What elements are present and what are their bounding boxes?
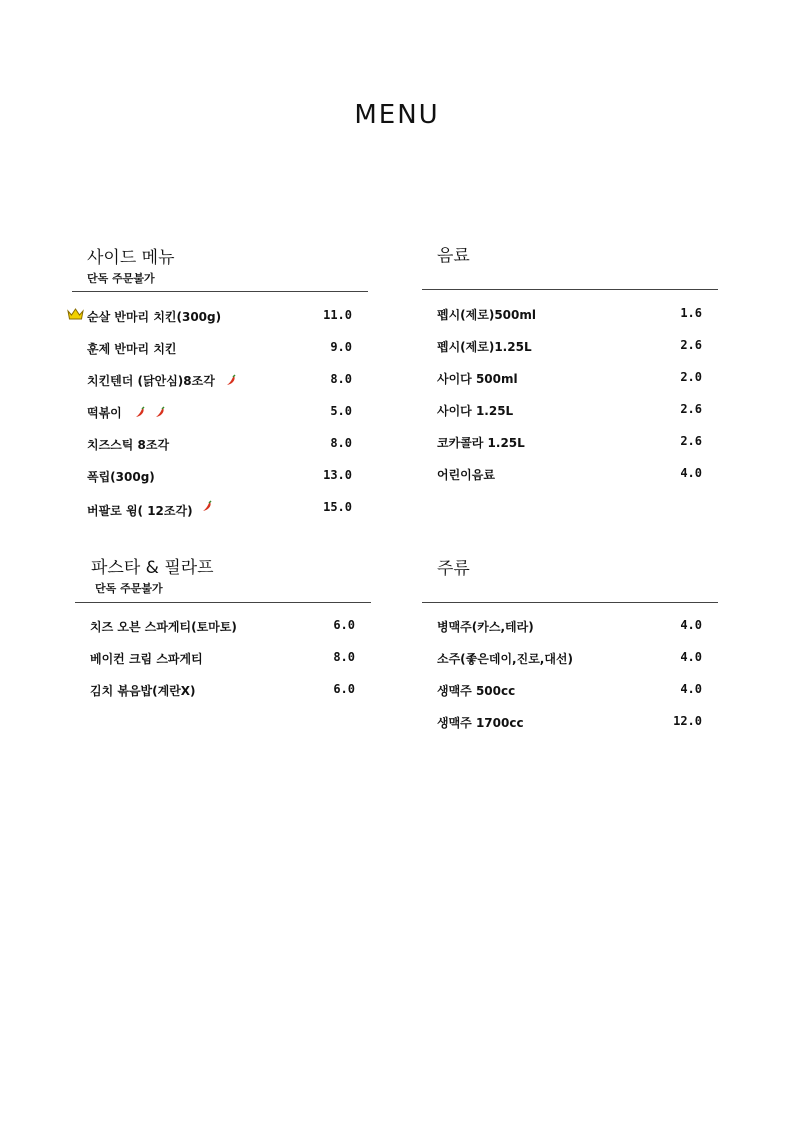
side-item-name: 훈제 반마리 치킨	[87, 342, 177, 356]
side-item	[87, 340, 352, 360]
drink-item-name: 펩시(제로)1.25L	[437, 340, 532, 354]
side-item-price: 9.0	[330, 340, 352, 354]
liquor-item-price: 4.0	[680, 650, 702, 664]
pasta-item-name: 김치 볶음밥(계란X)	[90, 684, 196, 698]
pasta-item	[90, 650, 355, 670]
chili-pepper-icon	[134, 406, 146, 421]
liquor-item	[437, 682, 702, 702]
side-item-name: 치즈스틱 8조각	[87, 438, 170, 452]
pasta-item-price: 8.0	[333, 650, 355, 664]
drinks-heading: 음료	[437, 246, 470, 266]
liquor-item-price: 4.0	[680, 682, 702, 696]
pasta-item-name: 치즈 오븐 스파게티(토마토)	[90, 620, 237, 634]
side-item-price: 15.0	[323, 500, 352, 514]
side-item	[87, 468, 352, 488]
liquor-item	[437, 714, 702, 734]
side-item-name: 치킨텐더 (닭안심)8조각	[87, 374, 215, 388]
side-item-name: 떡볶이	[87, 406, 122, 420]
side-item	[87, 436, 352, 456]
drink-item-price: 2.6	[680, 402, 702, 416]
side-menu-heading: 사이드 메뉴	[87, 248, 175, 268]
drink-item-name: 펩시(제로)500ml	[437, 308, 537, 322]
side-item-price: 13.0	[323, 468, 352, 482]
pasta-item-name: 베이컨 크림 스파게티	[90, 652, 203, 666]
drink-item-price: 2.0	[680, 370, 702, 384]
crown-icon	[67, 308, 84, 323]
drink-item-name: 사이다 500ml	[437, 372, 518, 386]
drink-item-price: 1.6	[680, 306, 702, 320]
drink-item	[437, 370, 702, 390]
drink-item-name: 코카콜라 1.25L	[437, 436, 525, 450]
drink-item-name: 어린이음료	[437, 468, 495, 482]
pasta-item-price: 6.0	[333, 618, 355, 632]
pasta-item	[90, 682, 355, 702]
chili-pepper-icon	[225, 374, 237, 389]
side-item-name: 버팔로 윙( 12조각)	[87, 504, 193, 518]
side-item	[87, 500, 352, 520]
pasta-subheading: 단독 주문불가	[95, 582, 163, 595]
drink-item-price: 2.6	[680, 434, 702, 448]
side-item	[87, 404, 352, 424]
drink-item-name: 사이다 1.25L	[437, 404, 514, 418]
side-item-name: 순살 반마리 치킨(300g)	[87, 310, 222, 324]
side-menu-divider	[72, 291, 368, 292]
drinks-divider	[422, 289, 718, 290]
pasta-header	[91, 553, 214, 596]
side-menu-header	[87, 243, 175, 286]
side-item-name-wrap	[87, 404, 166, 421]
drink-item	[437, 434, 702, 454]
pasta-divider	[75, 602, 371, 603]
side-item-name: 폭립(300g)	[87, 470, 155, 484]
side-item-price: 5.0	[330, 404, 352, 418]
liquor-item-name: 병맥주(카스,테라)	[437, 620, 534, 634]
drinks-header	[437, 241, 470, 266]
pasta-item-price: 6.0	[333, 682, 355, 696]
side-menu-subheading: 단독 주문불가	[87, 272, 155, 285]
side-item-name-wrap	[87, 500, 213, 519]
drink-item-price: 4.0	[680, 466, 702, 480]
chili-pepper-icon	[154, 406, 166, 421]
side-item-name-wrap	[87, 372, 237, 389]
side-item-price: 8.0	[330, 372, 352, 386]
drink-item-price: 2.6	[680, 338, 702, 352]
side-item-price: 8.0	[330, 436, 352, 450]
liquor-header	[437, 554, 470, 579]
liquor-heading: 주류	[437, 559, 470, 579]
liquor-item-price: 12.0	[673, 714, 702, 728]
side-item-price: 11.0	[323, 308, 352, 322]
menu-title: MENU	[354, 100, 440, 130]
side-item	[87, 308, 352, 328]
drink-item	[437, 466, 702, 486]
chili-pepper-icon	[201, 500, 213, 515]
drink-item	[437, 306, 702, 326]
liquor-item-name: 생맥주 1700cc	[437, 716, 524, 730]
drink-item	[437, 338, 702, 358]
liquor-item-name: 소주(좋은데이,진로,대선)	[437, 652, 574, 666]
liquor-item	[437, 618, 702, 638]
side-item	[87, 372, 352, 392]
drink-item	[437, 402, 702, 422]
liquor-item	[437, 650, 702, 670]
pasta-heading: 파스타 & 필라프	[91, 558, 214, 578]
pasta-item	[90, 618, 355, 638]
liquor-item-name: 생맥주 500cc	[437, 684, 516, 698]
liquor-divider	[422, 602, 718, 603]
liquor-item-price: 4.0	[680, 618, 702, 632]
